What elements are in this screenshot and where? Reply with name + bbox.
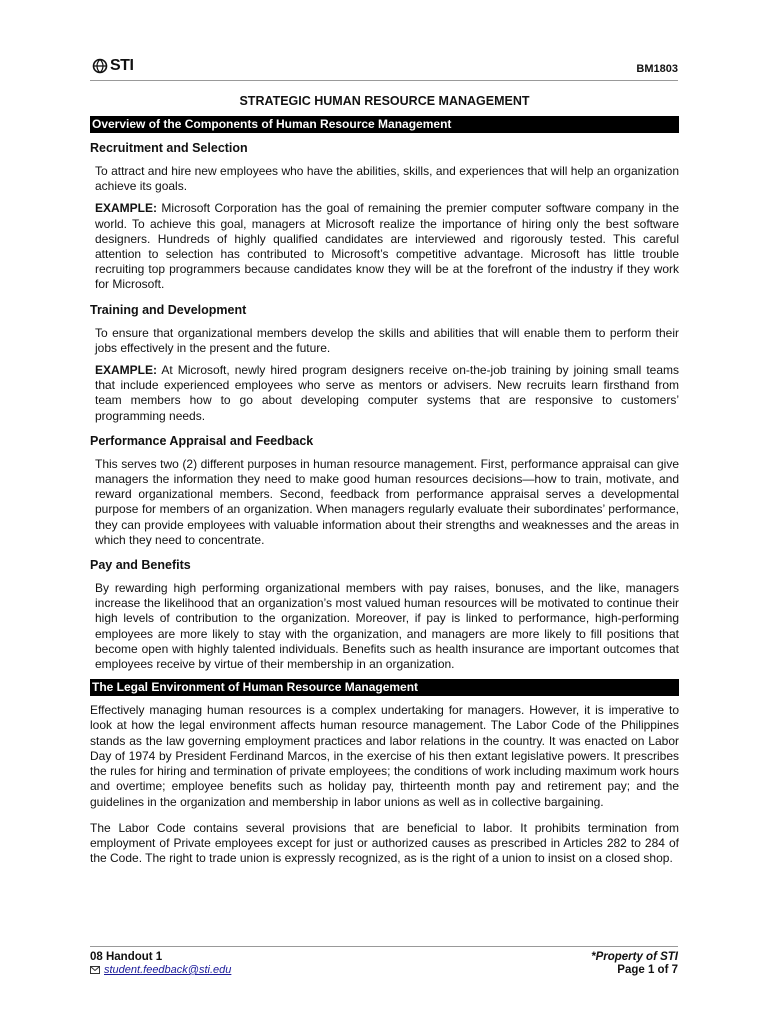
example-label: EXAMPLE: [95,201,158,216]
footer-left [90,951,231,976]
logo-text: STI [110,57,134,74]
training-example [90,363,679,424]
sti-logo [92,57,133,75]
subheading-training: Training and Development [90,302,247,317]
appraisal-body: This serves two (2) different purposes in human resource management. First, performance appraisal can give managers the information they need to make good human resources decisions—how to train, motivate, and reward organizational members. Second, feedback from performance appraisal serves a developmental purpose for members of an organization. When managers regularly evaluate their subordinates’ performance, they can provide employees with valuable information about their strengths and weaknesses and the areas in which they need to concentrate. [95,456,679,547]
envelope-icon [90,966,100,974]
main-content [90,94,679,873]
subheading-pay: Pay and Benefits [90,558,191,573]
feedback-email-link[interactable]: student.feedback@sti.edu [104,964,232,976]
subheading-recruitment: Recruitment and Selection [90,141,248,155]
subheading-appraisal: Performance Appraisal and Feedback [90,433,314,448]
property-notice: *Property of STI [591,951,678,963]
recruitment-example [90,201,679,292]
footer-divider [90,946,678,947]
example-text: Microsoft Corporation has the goal of remaining the premier computer software company in the world. To achieve this goal, managers at Microsoft realize the importance of hiring only the best software designers. Hundreds of highly qualified candidates are interviewed and rigorously tested. This careful attention to selection has contributed to Microsoft’s competitive advantage. Microsoft has little trouble recruiting top programmers because candidates know they will be at the forefront of the industry if they work for Microsoft. [95,201,679,292]
section-heading-legal: The Legal Environment of Human Resource Management [90,679,679,696]
legal-paragraph-2: The Labor Code contains several provisions that are beneficial to labor. It prohibits termination from employment of Private employees except for just or authorized causes as prescribed in Articles 282 to 284 of the Code. The right to trade union is expressly recognized, as is the right of a union to insist on a closed shop. [90,820,679,866]
sti-globe-icon [92,58,108,74]
feedback-contact [90,964,231,976]
example-text: At Microsoft, newly hired program designers receive on-the-job training by joining small teams that include experienced employees who serve as mentors or advisers. New recruits learn firsthand from team members how to go about developing computer systems that are responsive to customers’ programming needs. [95,363,679,423]
legal-paragraph-1: Effectively managing human resources is a complex undertaking for managers. However, it is imperative to look at how the legal environment affects human resource management. The Labor Code of the Philippines stands as the law governing employment practices and labor relations in the country. It was enacted on Labor Day of 1974 by President Ferdinand Marcos, in the exercise of his then extant legislative powers. It prescribes the rules for hiring and termination of private employees; the conditions of work including maximum work hours and overtime; employee benefits such as holiday pay, thirteenth month pay and retirement pay; and the guidelines in the organization and membership in labor unions as well as in collective bargaining. [90,703,679,809]
footer-right [591,951,678,976]
pay-body: By rewarding high performing organizational members with pay raises, bonuses, and the like, managers increase the likelihood that an organization’s most valued human resources will be motivated to continue their high levels of contribution to the organization. Moreover, if pay is linked to performance, high-performing employees are more likely to stay with the organization, and managers are more likely to fill positions that become open with highly talented individuals. Benefits such as health insurance are important outcomes that employees receive by virtue of their membership in an organization. [95,581,679,672]
example-label: EXAMPLE: [95,363,158,378]
document-code: BM1803 [636,63,678,75]
handout-label: 08 Handout 1 [90,951,163,963]
training-body: To ensure that organizational members develop the skills and abilities that will enable them to perform their jobs effectively in the present and the future. [95,325,679,355]
header-divider [90,80,678,81]
section-heading-overview: Overview of the Components of Human Resource Management [90,116,679,133]
page-number: Page 1 of 7 [617,964,678,976]
recruitment-body: To attract and hire new employees who have the abilities, skills, and experiences that will help an organization achieve its goals. [95,164,679,194]
document-title: STRATEGIC HUMAN RESOURCE MANAGEMENT [239,94,530,108]
